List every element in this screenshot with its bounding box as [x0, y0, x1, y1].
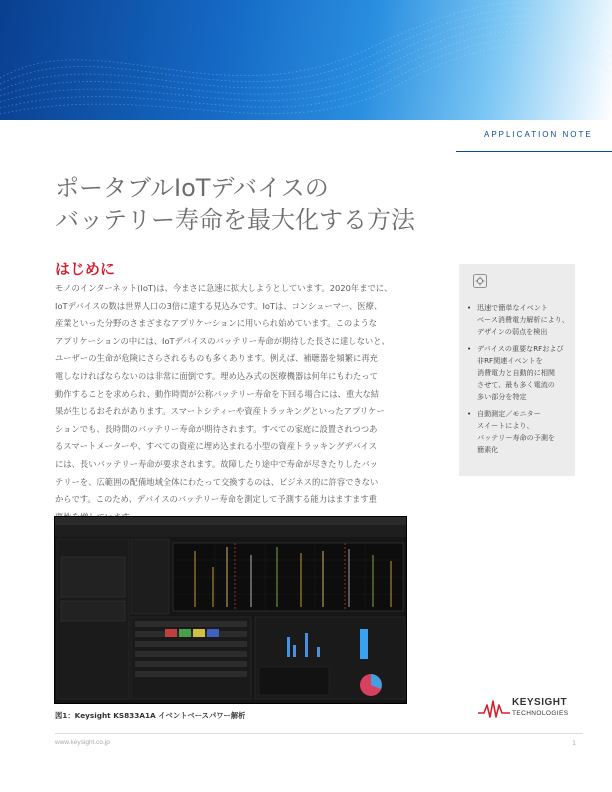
page-number: 1 [572, 739, 577, 747]
intro-heading: はじめに [55, 260, 116, 278]
feature-line: • デバイスの重要なRFおよび [477, 343, 564, 353]
body-line: には、長いバッテリー寿命が要求されます。故障したり途中で寿命が尽きたりしたバッ [55, 458, 378, 469]
wave-pattern-graphic [0, 0, 612, 120]
feature-line: 簡素化 [477, 445, 499, 455]
keysight-wave-icon [478, 699, 510, 719]
feature-list-item [467, 302, 571, 339]
keysight-logo[interactable] [478, 697, 588, 727]
title-line-2: バッテリー寿命を最大化する方法 [55, 206, 415, 234]
feature-list-item [467, 343, 571, 404]
document-type-label: APPLICATION NOTE [484, 130, 593, 139]
body-line: 電しなければならないのは非常に面倒です。埋め込み式の医療機器は何年にもわたって [55, 370, 378, 381]
feature-line: スイートにより、 [477, 420, 534, 430]
feature-list [467, 302, 571, 460]
hero-banner [0, 0, 612, 120]
feature-line: デザインの弱点を検出 [477, 327, 548, 337]
feature-line: 非RF関連イベントを [477, 355, 543, 365]
body-line: 果が生じるおそれがあります。スマートシティーや資産トラッキングといったアプリケー [55, 406, 385, 417]
body-line: ユーザーの生命が危険にさらされるものも多くあります。例えば、補聴器を頻繁に再充 [55, 353, 378, 364]
body-line: 動作することを求められ、動作時間が公称バッテリー寿命を下回る場合には、重大な結 [55, 388, 380, 399]
logo-name: KEYSIGHT [512, 697, 568, 708]
feature-line: ベース消費電力解析により、 [477, 315, 569, 325]
title-line-1: ポータブルIoTデバイスの [55, 174, 329, 202]
intro-body-text [55, 280, 437, 526]
footer-url-link[interactable]: www.keysight.co.jp [55, 739, 110, 746]
body-line: アプリケーションの中には、IoTデバイスのバッテリー寿命が期待した長さに達しないと、 [55, 335, 390, 346]
body-line: からです。このため、デバイスのバッテリー寿命を測定して予測する能力はますます重 [55, 494, 377, 505]
software-screenshot-figure [54, 516, 407, 704]
gear-chart-icon [473, 274, 487, 288]
feature-line: 多い部分を特定 [477, 392, 527, 402]
feature-line: • 迅速で簡単なイベント [477, 303, 548, 312]
body-line: IoTデバイスの数は世界人口の3倍に達する見込みです。IoTは、コンシューマー、医療、 [55, 300, 383, 311]
page-title [55, 172, 495, 236]
header-divider [456, 151, 612, 152]
feature-line: 消費電力と自動的に相関 [477, 368, 556, 378]
feature-line: • 自動測定／モニター [477, 408, 541, 418]
body-line: 産業といった分野のさまざまなアプリケーションに用いられ始めています。このような [55, 318, 378, 329]
footer-divider [55, 733, 583, 734]
feature-line: バッテリー寿命の予測を [477, 433, 556, 443]
body-line: テリーを、広範囲の配備地域全体にわたって交換するのは、ビジネス的に許容できない [55, 476, 379, 487]
feature-sidebar [459, 264, 575, 476]
body-line: モノのインターネット(IoT)は、今まさに急速に拡大しようとしています。2020年までに、 [55, 283, 393, 293]
feature-list-item [467, 408, 571, 457]
feature-line: させて、最も多く電流の [477, 380, 555, 390]
figure-caption: 図1：Keysight KS833A1A イベントベースパワー解析 [55, 711, 246, 720]
body-line: ションでも、長時間のバッテリー寿命が期待されます。すべての家庭に設置されつつあ [55, 423, 378, 434]
power-analysis-screenshot-image [55, 517, 407, 704]
body-line: るスマートメーターや、すべての資産に埋め込まれる小型の資産トラッキングデバイス [55, 441, 378, 452]
logo-subtitle: TECHNOLOGIES [512, 710, 569, 717]
